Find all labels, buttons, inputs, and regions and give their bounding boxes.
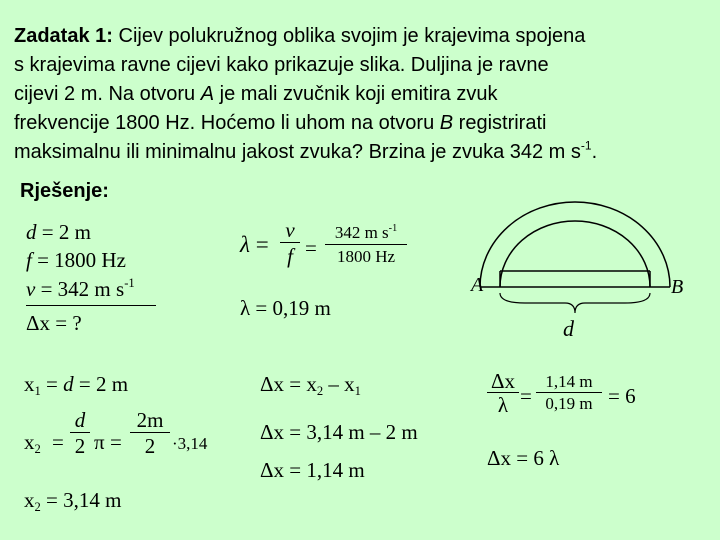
length-brace <box>500 293 650 313</box>
label-b: B <box>671 276 684 298</box>
ratio-result: = 6 <box>608 384 636 408</box>
given-v: v = 342 m $s^{-1}$ <box>26 276 135 301</box>
dx-definition: $\Delta x = x_2 - x_1$ <box>260 372 361 398</box>
problem-line-1: Zadatak 1: Cijev polukružnog oblika svojim je krajevima spojena <box>14 25 586 47</box>
x2-pi: π <box>94 430 105 454</box>
x2-result: $x_2 = 3,14$ m <box>24 488 122 514</box>
given-d: d = 2 m <box>26 220 91 244</box>
x2-multiplier: ·3,14 <box>172 434 208 453</box>
given-dx: Δx = ? <box>26 311 82 335</box>
problem-label: Zadatak 1: <box>14 25 113 47</box>
lambda-result: λ = 0,19 m <box>240 296 331 320</box>
label-d: d <box>563 316 574 341</box>
lambda-fraction-vf: $\frac{v}{f}$ <box>280 218 300 269</box>
x2-lhs: $x_2$ <box>24 430 41 456</box>
x2-fraction-d: $\frac{d}{2}$ <box>70 408 90 459</box>
lambda-eq2: = <box>305 236 317 260</box>
dx-substitution: Δx = 3,14 m – 2 m <box>260 420 418 444</box>
lambda-lhs: λ = <box>240 232 269 257</box>
dx-result: Δx = 1,14 m <box>260 458 365 482</box>
x2-fraction-2m: $\frac{2m}{2}$ <box>130 408 170 459</box>
ratio-eq: = <box>520 384 532 408</box>
solution-title: Rješenje: <box>20 180 109 202</box>
ratio-fraction-values: $\frac{1,14 m}{0,19 m}$ <box>536 372 602 415</box>
given-divider <box>26 305 156 306</box>
problem-statement <box>14 22 714 167</box>
x2-eq: = <box>52 430 64 454</box>
x1-equation: $x_1 = d = 2$ m <box>24 372 129 398</box>
final-result: Δx = 6 λ <box>487 446 560 470</box>
ratio-fraction-symbols: $\frac{\Delta x}{\lambda}$ <box>487 370 519 417</box>
lambda-fraction-values: $\frac{342 m s^{-1}}{1800 Hz}$ <box>325 222 407 269</box>
label-a: A <box>471 274 484 296</box>
pipe-diagram <box>455 195 705 345</box>
problem-line-5: maksimalnu ili minimalnu jakost zvuka? Brzina je zvuka 342 m $s^{-1}$. <box>14 138 598 163</box>
given-f: f = 1800 Hz <box>26 248 126 272</box>
problem-line-3: cijevi 2 m. Na otvoru A je mali zvučnik koji emitira zvuk <box>14 83 498 105</box>
problem-line-4: frekvencije 1800 Hz. Hoćemo li uhom na otvoru B registrirati <box>14 112 547 134</box>
x2-eq2: = <box>110 430 122 454</box>
inner-arc <box>500 221 650 287</box>
outer-arc <box>480 202 670 287</box>
problem-line-2: s krajevima ravne cijevi kako prikazuje slika. Duljina je ravne <box>14 54 549 76</box>
